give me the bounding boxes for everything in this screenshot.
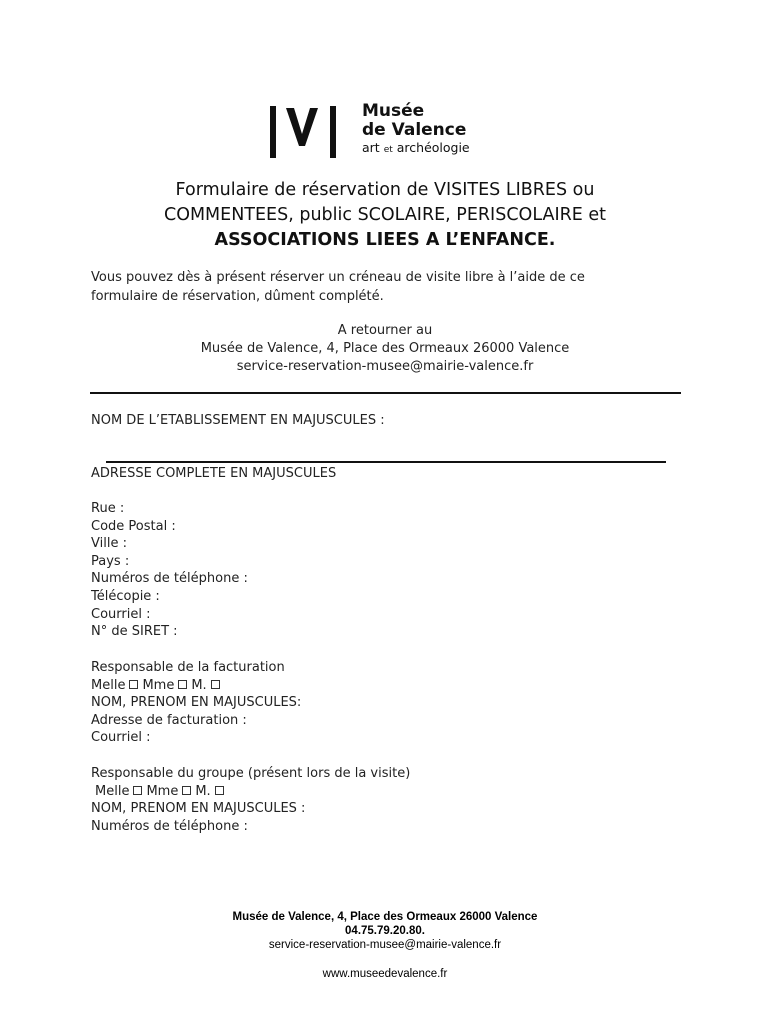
footer-address: Musée de Valence, 4, Place des Ormeaux 26000 Valence bbox=[232, 911, 538, 923]
groupe-heading: Responsable du groupe (présent lors de la visite) bbox=[91, 766, 411, 781]
title-line-2: COMMENTEES, public SCOLAIRE, PERISCOLAIRE et bbox=[163, 205, 607, 225]
footer-website[interactable]: www.museedevalence.fr bbox=[322, 968, 448, 980]
footer bbox=[0, 910, 770, 952]
checkbox-melle[interactable] bbox=[133, 786, 142, 795]
checkbox-mme[interactable] bbox=[182, 786, 191, 795]
logo-et: et bbox=[383, 145, 393, 155]
logo-line-2: de Valence bbox=[362, 120, 467, 140]
footer-email[interactable]: service-reservation-musee@mairie-valence.fr bbox=[268, 939, 502, 951]
field-ville[interactable]: Ville : bbox=[91, 536, 127, 552]
civ-mme-label: Mme bbox=[142, 677, 175, 693]
logo-art: art bbox=[362, 140, 380, 155]
intro-line-1: Vous pouvez dès à présent réserver un créneau de visite libre à l’aide de ce bbox=[91, 270, 585, 285]
field-rue[interactable]: Rue : bbox=[91, 501, 125, 516]
field-siret[interactable]: N° de SIRET : bbox=[91, 624, 178, 640]
return-line-1: A retourner au bbox=[337, 323, 433, 338]
title-line-1: Formulaire de réservation de VISITES LIBRES ou bbox=[175, 180, 595, 200]
checkbox-m[interactable] bbox=[211, 680, 220, 689]
facturation-section bbox=[91, 659, 301, 747]
field-pays[interactable]: Pays : bbox=[91, 553, 130, 569]
etablissement-blank-line[interactable] bbox=[106, 461, 666, 463]
etablissement-label: NOM DE L’ETABLISSEMENT EN MAJUSCULES : bbox=[91, 413, 385, 428]
checkbox-m[interactable] bbox=[215, 786, 224, 795]
facturation-heading: Responsable de la facturation bbox=[91, 660, 285, 675]
facturation-adresse[interactable]: Adresse de facturation : bbox=[91, 712, 247, 728]
return-line-2: Musée de Valence, 4, Place des Ormeaux 26000 Valence bbox=[200, 341, 570, 356]
footer-phone: 04.75.79.20.80. bbox=[345, 925, 425, 937]
civ-mme-label: Mme bbox=[146, 783, 179, 799]
groupe-section bbox=[91, 765, 410, 835]
address-fields bbox=[91, 500, 248, 641]
form-title bbox=[90, 178, 680, 253]
groupe-civility bbox=[91, 783, 410, 801]
title-line-3: ASSOCIATIONS LIEES A L’ENFANCE. bbox=[214, 230, 556, 250]
field-code-postal[interactable]: Code Postal : bbox=[91, 518, 176, 534]
musee-valence-logo-mark bbox=[268, 106, 344, 160]
museum-logo bbox=[268, 102, 498, 162]
horizontal-divider bbox=[90, 392, 681, 394]
civ-melle-label: Melle bbox=[95, 783, 130, 799]
groupe-telephone[interactable]: Numéros de téléphone : bbox=[91, 818, 248, 834]
facturation-courriel[interactable]: Courriel : bbox=[91, 730, 151, 746]
checkbox-mme[interactable] bbox=[178, 680, 187, 689]
civ-m-label: M. bbox=[191, 677, 207, 693]
footer-website-block bbox=[0, 967, 770, 981]
return-address-block bbox=[90, 322, 680, 376]
field-telephone[interactable]: Numéros de téléphone : bbox=[91, 571, 248, 587]
facturation-civility bbox=[91, 677, 301, 695]
field-telecopie[interactable]: Télécopie : bbox=[91, 588, 160, 604]
logo-wordmark bbox=[362, 102, 470, 158]
intro-paragraph bbox=[91, 268, 691, 306]
logo-line-3 bbox=[362, 140, 470, 158]
facturation-nom[interactable]: NOM, PRENOM EN MAJUSCULES: bbox=[91, 695, 302, 711]
adresse-heading: ADRESSE COMPLETE EN MAJUSCULES bbox=[91, 466, 337, 481]
checkbox-melle[interactable] bbox=[129, 680, 138, 689]
intro-line-2: formulaire de réservation, dûment complété. bbox=[91, 289, 384, 304]
field-courriel[interactable]: Courriel : bbox=[91, 606, 151, 622]
civ-melle-label: Melle bbox=[91, 677, 126, 693]
return-email[interactable]: service-reservation-musee@mairie-valence.fr bbox=[236, 359, 534, 374]
logo-archeologie: archéologie bbox=[396, 140, 470, 155]
logo-line-1: Musée bbox=[362, 101, 425, 121]
groupe-nom[interactable]: NOM, PRENOM EN MAJUSCULES : bbox=[91, 801, 306, 817]
civ-m-label: M. bbox=[195, 783, 211, 799]
